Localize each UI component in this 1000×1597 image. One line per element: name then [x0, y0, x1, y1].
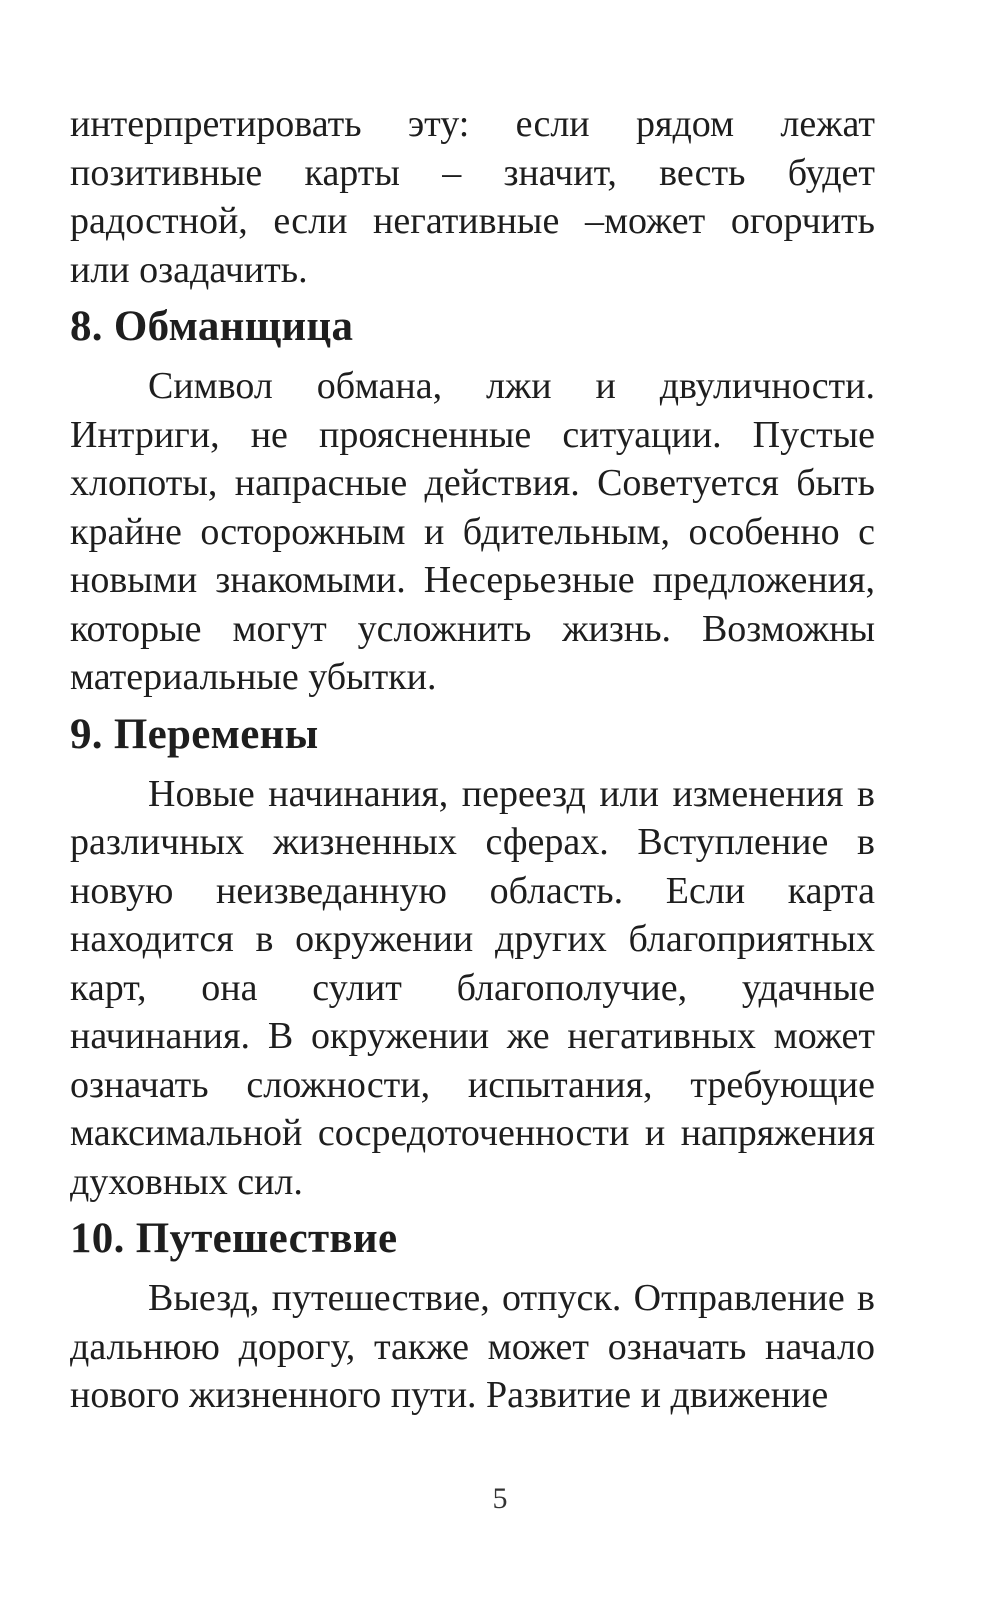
intro-paragraph: интерпретировать эту: если рядом лежат позитивные карты – значит, весть будет радостной, если негативные –может огорчить или озадачить.	[70, 103, 875, 291]
section-text-8: Символ обмана, лжи и двуличности. Интриги, не проясненные ситуации. Пустые хлопоты, напрасные действия. Советуется быть крайне осторожным и бдительным, особенно с новыми знакомыми. Несерьезные предложения, которые могут усложнить жизнь. Возможны материальные убытки.	[70, 365, 875, 698]
section-text-10: Выезд, путешествие, отпуск. Отправление в дальнюю дорогу, также может означать начало нового жизненного пути. Развитие и движение	[70, 1277, 875, 1416]
section-heading-10: 10. Путешествие	[70, 1215, 398, 1262]
page-number: 5	[492, 1482, 508, 1515]
section-heading-8: 8. Обманщица	[70, 303, 354, 350]
section-text-9: Новые начинания, переезд или изменения в различных жизненных сферах. Вступление в новую неизведанную область. Если карта находится в окружении других благоприятных карт, она сулит благополучие, удачные начинания. В окружении же негативных может означать сложности, испытания, требующие максимальной сосредоточенности и напряжения духовных сил.	[70, 772, 875, 1203]
page-content	[70, 100, 875, 1420]
section-heading-9: 9. Перемены	[70, 710, 319, 758]
